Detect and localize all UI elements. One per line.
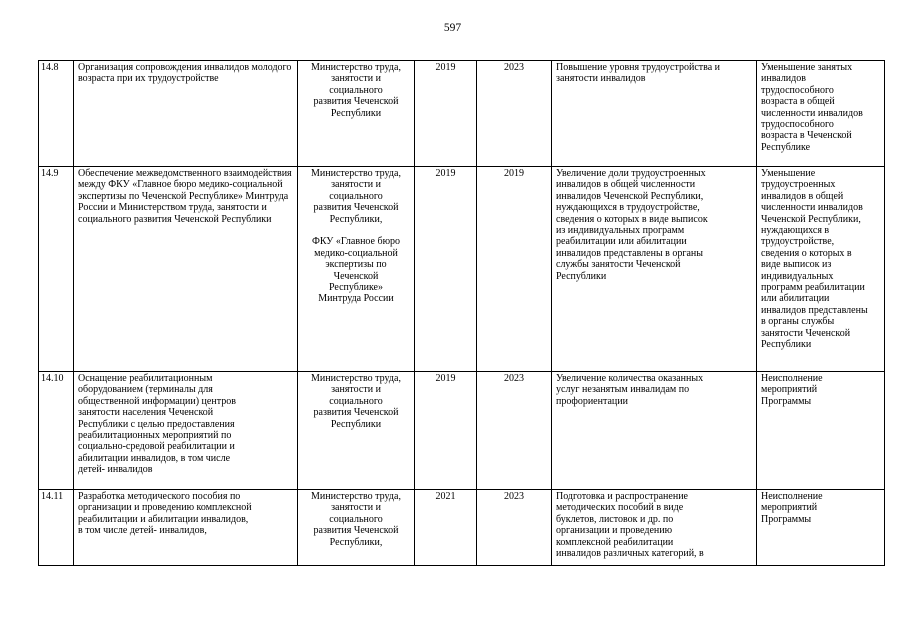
expected-result: Увеличение доли трудоустроенных инвалидов в общей численности инвалидов Чеченской Республики, нуждающихся в трудоустройстве, сведения о которых в виде выписок из индивидуальных программ реабилитации или абилитации инвалидов представлены в органы службы занятости Чеченской Республики: [552, 167, 757, 372]
start-year: 2019: [415, 61, 477, 167]
end-year: 2023: [477, 490, 552, 566]
program-activities-table: [38, 60, 885, 566]
end-year: 2023: [477, 372, 552, 490]
non-fulfillment-consequence: Неисполнение мероприятий Программы: [757, 490, 885, 566]
end-year: 2023: [477, 61, 552, 167]
expected-result: Повышение уровня трудоустройства и занятости инвалидов: [552, 61, 757, 167]
table-row: [39, 61, 885, 167]
table-row: [39, 167, 885, 372]
expected-result: Подготовка и распространение методических пособий в виде буклетов, листовок и др. по организации и проведению комплексной реабилитации инвалидов различных категорий, в: [552, 490, 757, 566]
responsible-executor: Министерство труда, занятости и социального развития Чеченской Республики, ФКУ «Главное бюро медико-социальной экспертизы по Чеченской Республике» Минтруда России: [298, 167, 415, 372]
activity-name: Организация сопровождения инвалидов молодого возраста при их трудоустройстве: [74, 61, 298, 167]
expected-result: Увеличение количества оказанных услуг незанятым инвалидам по профориентации: [552, 372, 757, 490]
start-year: 2021: [415, 490, 477, 566]
row-number: 14.8: [39, 61, 74, 167]
responsible-executor: Министерство труда, занятости и социального развития Чеченской Республики,: [298, 490, 415, 566]
non-fulfillment-consequence: Уменьшение трудоустроенных инвалидов в общей численности инвалидов Чеченской Республики, нуждающихся в трудоустройстве, сведения о которых в виде выписок из индивидуальных программ реабилитации или абилитации инвалидов представлены в органы службы занятости Чеченской Республики: [757, 167, 885, 372]
activity-name: Обеспечение межведомственного взаимодействия между ФКУ «Главное бюро медико-социальной экспертизы по Чеченской Республике» Минтруда России и Министерством труда, занятости и социального развития Чеченской Республики: [74, 167, 298, 372]
activity-name: Разработка методического пособия по организации и проведению комплексной реабилитации и абилитации инвалидов, в том числе детей- инвалидов,: [74, 490, 298, 566]
responsible-executor: Министерство труда, занятости и социального развития Чеченской Республики: [298, 61, 415, 167]
end-year: 2019: [477, 167, 552, 372]
page-number: 597: [443, 22, 462, 34]
start-year: 2019: [415, 167, 477, 372]
non-fulfillment-consequence: Неисполнение мероприятий Программы: [757, 372, 885, 490]
responsible-executor: Министерство труда, занятости и социального развития Чеченской Республики: [298, 372, 415, 490]
table-row: [39, 372, 885, 490]
row-number: 14.11: [39, 490, 74, 566]
activity-name: Оснащение реабилитационным оборудованием (терминалы для общественной информации) центров занятости населения Чеченской Республики с целью предоставления реабилитационных мероприятий по социально-средовой реабилитации и абилитации инвалидов, в том числе детей- инвалидов: [74, 372, 298, 490]
table-row: [39, 490, 885, 566]
start-year: 2019: [415, 372, 477, 490]
row-number: 14.10: [39, 372, 74, 490]
non-fulfillment-consequence: Уменьшение занятых инвалидов трудоспособного возраста в общей численности инвалидов трудоспособного возраста в Чеченской Республике: [757, 61, 885, 167]
row-number: 14.9: [39, 167, 74, 372]
